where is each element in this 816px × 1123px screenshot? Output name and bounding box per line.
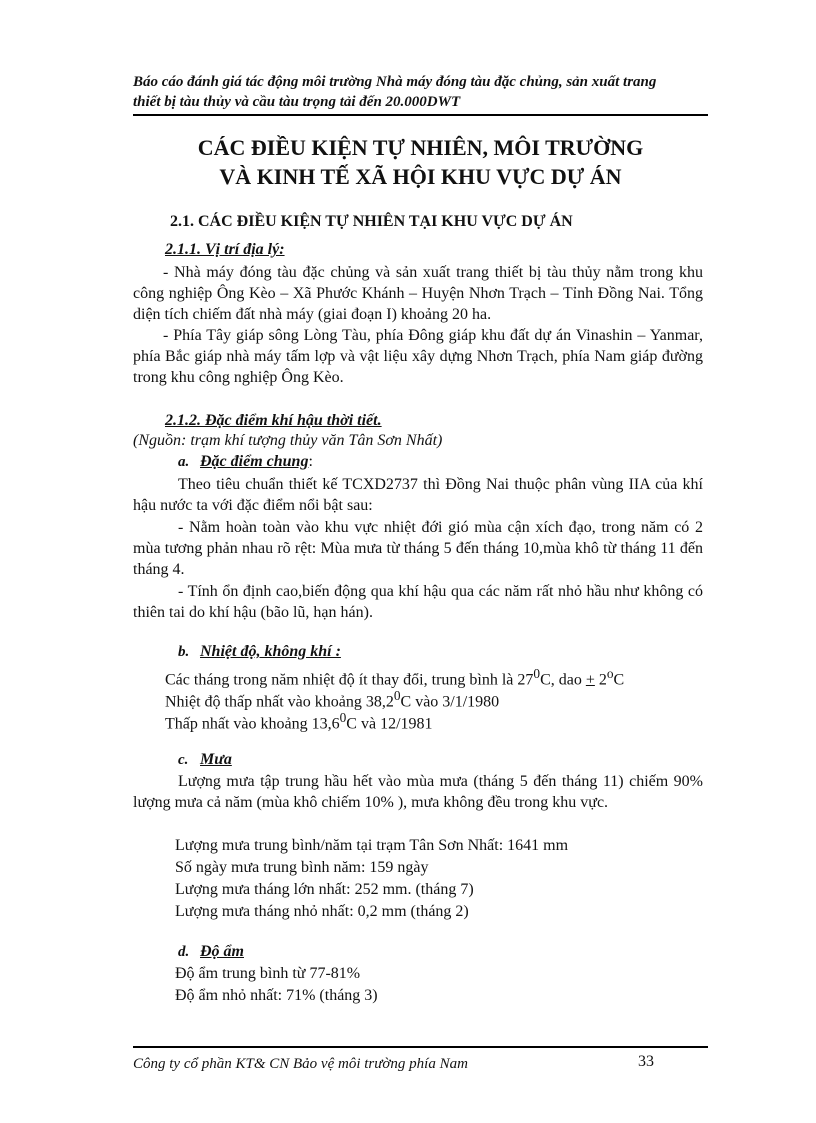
humidity-min-line: Độ ẩm nhỏ nhất: 71% (tháng 3) <box>175 987 378 1004</box>
temp-unit: C <box>613 671 625 689</box>
item-b-heading <box>178 642 341 662</box>
chapter-title-line-2: VÀ KINH TẾ XÃ HỘI KHU VỰC DỰ ÁN <box>219 164 622 189</box>
temp-min-date: C và 12/1981 <box>346 715 433 733</box>
humidity-average-line: Độ ẩm trung bình từ 77-81% <box>175 965 361 982</box>
item-c-letter: c. <box>178 752 189 768</box>
location-paragraph-2: - Phía Tây giáp sông Lòng Tàu, phía Đông giáp khu đất dự án Vinashin – Yanmar, phía Bắc giáp nhà máy tấm lợp và vật liệu xây dựng Nhơn Trạch, phía Nam giáp đường trong khu công nghiệp Ông Kèo. <box>133 327 703 386</box>
item-d-title: Độ ẩm <box>200 943 244 960</box>
rainfall-average-line: Lượng mưa trung bình/năm tại trạm Tân Sơn Nhất: 1641 mm <box>175 837 569 854</box>
section-2-1-heading: 2.1. CÁC ĐIỀU KIỆN TỰ NHIÊN TẠI KHU VỰC DỰ ÁN <box>170 213 573 230</box>
temp-max-date: C vào 3/1/1980 <box>400 693 500 711</box>
climate-monsoon-paragraph: - Nằm hoàn toàn vào khu vực nhiệt đới gió mùa cận xích đạo, trong năm có 2 mùa tương phản nhau rõ rệt: Mùa mưa từ tháng 5 đến tháng 10,mùa khô từ tháng 11 đến tháng 4. <box>133 519 703 578</box>
location-paragraph-1: - Nhà máy đóng tàu đặc chủng và sản xuất trang thiết bị tàu thủy nằm trong khu công nghiệp Ông Kèo – Xã Phước Khánh – Huyện Nhơn Trạch – Tỉnh Đồng Nai. Tổng diện tích chiếm đất nhà máy (giai đoạn I) khoảng 20 ha. <box>133 264 703 323</box>
item-c-heading <box>178 750 232 770</box>
subsection-2-1-2-heading: 2.1.2. Đặc điểm khí hậu thời tiết. <box>165 412 382 429</box>
item-a-title: Đặc điểm chung <box>200 453 309 470</box>
temp-range-text: C, dao <box>540 671 586 689</box>
footer-company: Công ty cổ phần KT& CN Bảo vệ môi trường phía Nam <box>133 1056 468 1072</box>
footer-rule <box>133 1046 708 1048</box>
header-line-2: thiết bị tàu thủy và cầu tàu trọng tải đến 20.000DWT <box>133 94 461 110</box>
item-d-heading <box>178 942 244 962</box>
temp-max-text: Nhiệt độ thấp nhất vào khoảng 38,2 <box>165 693 394 711</box>
header-rule <box>133 114 708 116</box>
temp-range-value: 2 <box>594 671 607 689</box>
item-d-letter: d. <box>178 944 190 960</box>
temp-avg-text: Các tháng trong năm nhiệt độ ít thay đổi, trung bình là 27 <box>165 671 534 689</box>
climate-general-paragraph: Theo tiêu chuẩn thiết kế TCXD2737 thì Đồng Nai thuộc phân vùng IIA của khí hậu nước ta với đặc điểm nổi bật sau: <box>133 476 703 514</box>
rainfall-paragraph: Lượng mưa tập trung hầu hết vào mùa mưa (tháng 5 đến tháng 11) chiếm 90% lượng mưa cả năm (mùa khô chiếm 10% ), mưa không đều trong khu vực. <box>133 773 703 811</box>
item-a-colon: : <box>308 453 313 470</box>
chapter-title-line-1: CÁC ĐIỀU KIỆN TỰ NHIÊN, MÔI TRƯỜNG <box>197 135 644 160</box>
item-b-title: Nhiệt độ, không khí : <box>200 643 341 660</box>
plus-minus-sign: + <box>585 671 595 689</box>
temp-min-text: Thấp nhất vào khoảng 13,6 <box>165 715 340 733</box>
item-b-letter: b. <box>178 644 190 660</box>
temperature-min-line <box>165 707 433 734</box>
item-a-heading <box>178 452 313 472</box>
data-source-note: (Nguồn: trạm khí tượng thủy văn Tân Sơn Nhất) <box>133 432 443 449</box>
climate-stability-paragraph: - Tính ổn định cao,biến động qua khí hậu qua các năm rất nhỏ hầu như không có thiên tai do khí hậu (bão lũ, hạn hán). <box>133 583 703 621</box>
rain-days-line: Số ngày mưa trung bình năm: 159 ngày <box>175 859 429 876</box>
degree-sup-3: 0 <box>393 688 401 703</box>
degree-sup-4: 0 <box>339 710 347 725</box>
header-line-1: Báo cáo đánh giá tác động môi trường Nhà máy đóng tàu đặc chủng, sản xuất trang <box>133 74 657 90</box>
item-c-title: Mưa <box>200 751 232 768</box>
rainfall-max-line: Lượng mưa tháng lớn nhất: 252 mm. (tháng 7) <box>175 881 474 898</box>
page-number: 33 <box>638 1053 654 1070</box>
degree-sup: 0 <box>533 666 541 681</box>
item-a-letter: a. <box>178 454 190 470</box>
running-header <box>133 72 708 112</box>
subsection-2-1-1-heading: 2.1.1. Vị trí địa lý: <box>165 241 285 258</box>
degree-sup-2: o <box>606 666 614 681</box>
rainfall-min-line: Lượng mưa tháng nhỏ nhất: 0,2 mm (tháng 2) <box>175 903 469 920</box>
